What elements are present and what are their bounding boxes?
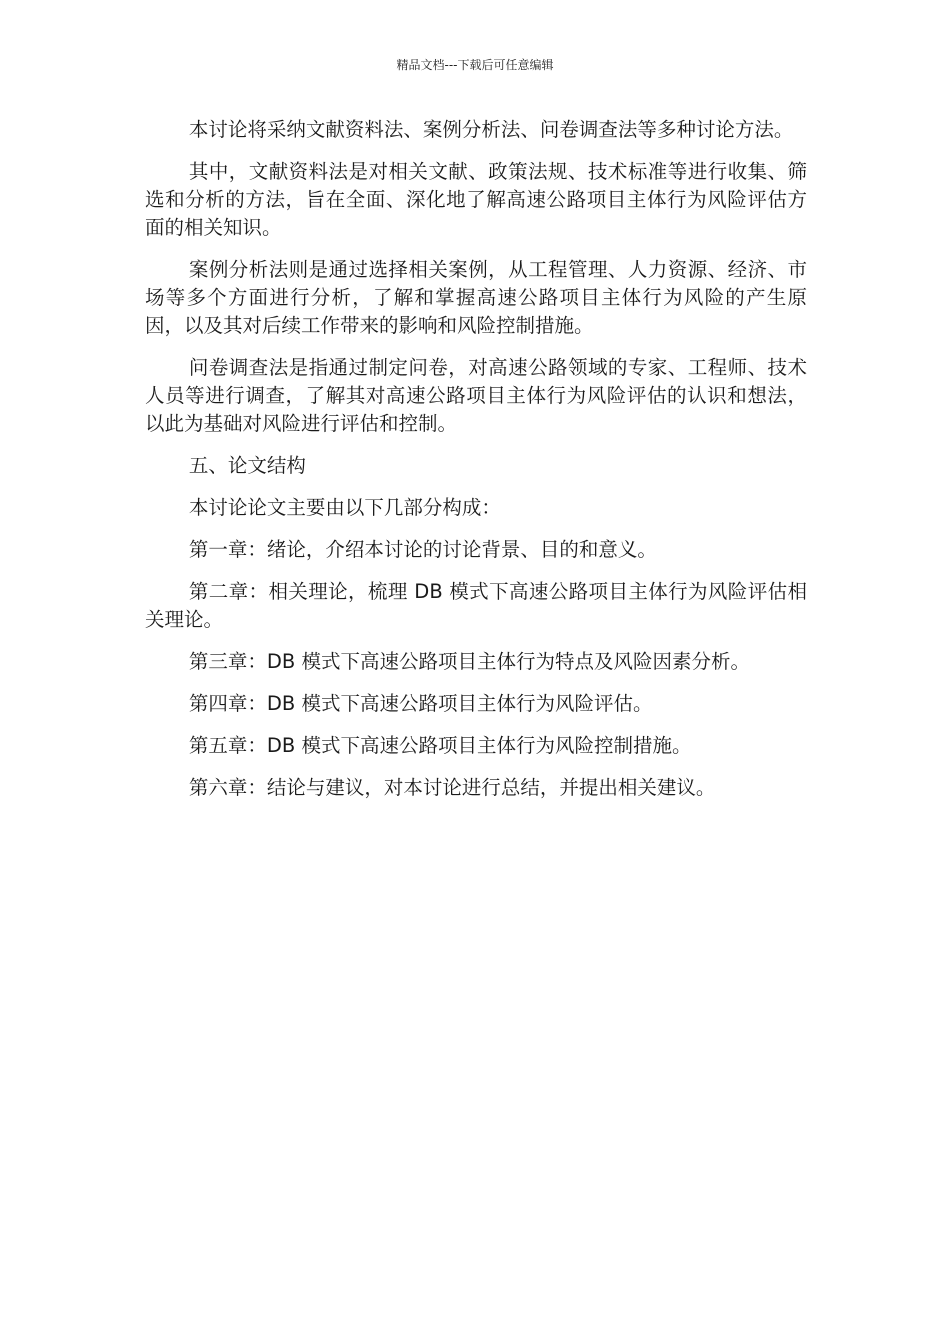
paragraph-research-methods: 本讨论将采纳文献资料法、案例分析法、问卷调查法等多种讨论方法。	[188, 118, 794, 141]
chapter-4-item: 第四章：DB 模式下高速公路项目主体行为风险评估。	[188, 692, 653, 715]
document-body	[145, 116, 807, 816]
section-heading-thesis-structure: 五、论文结构	[188, 454, 306, 477]
page-header: 精品文档---下载后可任意编辑	[396, 58, 554, 72]
paragraph-case-analysis: 案例分析法则是通过选择相关案例，从工程管理、人力资源、经济、市场等多个方面进行分析，了解和掌握高速公路项目主体行为风险的产生原因，以及其对后续工作带来的影响和风险控制措施。	[145, 258, 807, 337]
paragraph-questionnaire: 问卷调查法是指通过制定问卷，对高速公路领域的专家、工程师、技术人员等进行调查，了解其对高速公路项目主体行为风险评估的认识和想法，以此为基础对风险进行评估和控制。	[145, 356, 807, 435]
chapter-3-item: 第三章：DB 模式下高速公路项目主体行为特点及风险因素分析。	[188, 650, 750, 673]
chapter-5-item: 第五章：DB 模式下高速公路项目主体行为风险控制措施。	[188, 734, 692, 757]
paragraph-structure-intro: 本讨论论文主要由以下几部分构成：	[188, 496, 501, 519]
chapter-6-item: 第六章：结论与建议，对本讨论进行总结，并提出相关建议。	[188, 776, 716, 799]
chapter-2-item: 第二章：相关理论，梳理 DB 模式下高速公路项目主体行为风险评估相关理论。	[145, 580, 807, 631]
paragraph-literature-method: 其中，文献资料法是对相关文献、政策法规、技术标准等进行收集、筛选和分析的方法，旨在全面、深化地了解高速公路项目主体行为风险评估方面的相关知识。	[145, 160, 807, 239]
chapter-1-item: 第一章：绪论，介绍本讨论的讨论背景、目的和意义。	[188, 538, 657, 561]
